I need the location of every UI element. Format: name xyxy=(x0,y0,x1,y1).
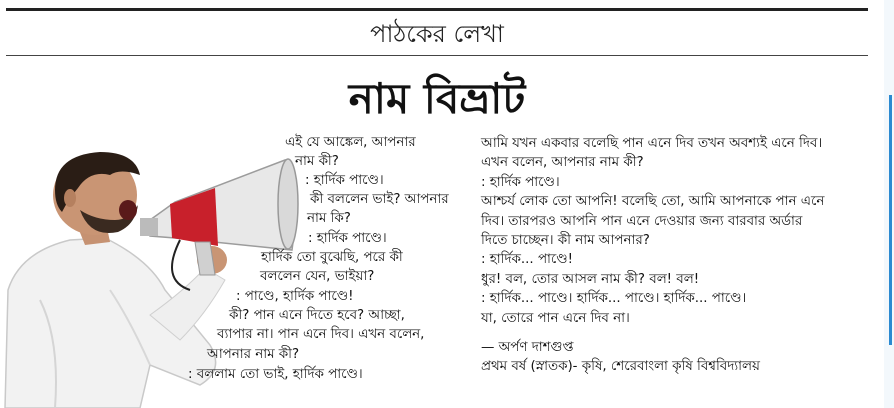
text-line: : হার্দিক... পাণ্ডে। হার্দিক... পাণ্ডে। হার্দিক... পাণ্ডে। xyxy=(481,291,747,307)
text-line: : হার্দিক... পাণ্ডে! xyxy=(481,252,574,268)
section-divider xyxy=(6,55,868,56)
author-name: — অর্পণ দাশগুপ্ত xyxy=(481,340,574,356)
text-line: বললেন যেন, ভাইয়া? xyxy=(260,269,375,284)
text-line: এই যে আঙ্কেল, আপনার xyxy=(285,135,416,150)
text-line: : হার্দিক পাণ্ডে। xyxy=(305,173,384,188)
text-line: দিতে চাচ্ছেন। কী নাম আপনার? xyxy=(481,233,650,249)
text-line: : পাণ্ডে, হার্দিক পাণ্ডে! xyxy=(236,289,354,304)
text-line: কী বললেন ভাই? আপনার xyxy=(310,192,449,207)
text-line: : বললাম তো ভাই, হার্দিক পাণ্ডে। xyxy=(188,367,363,382)
text-line: কী? পান এনে দিতে হবে? আচ্ছা, xyxy=(229,308,405,323)
right-column xyxy=(481,134,876,377)
text-line: আমি যখন একবার বলেছি পান এনে দিব তখন অবশ্যই এনে দিব। xyxy=(481,136,823,151)
text-line: নাম কি? xyxy=(307,211,351,226)
accent-bar xyxy=(889,95,892,345)
text-line: এখন বলেন, আপনার নাম কী? xyxy=(481,155,644,171)
author-affiliation: প্রথম বর্ষ (স্নাতক)- কৃষি, শেরেবাংলা কৃষি বিশ্ববিদ্যালয় xyxy=(481,359,760,375)
text-line: যা, তোরে পান এনে দিব না। xyxy=(481,310,630,326)
mouth xyxy=(119,200,137,220)
text-line: আপনার নাম কী? xyxy=(207,347,300,362)
text-line: : হার্দিক পাণ্ডে। xyxy=(308,231,387,246)
text-line: দিব। তারপরও আপনি পান এনে দেওয়ার জন্য বারবার অর্ডার xyxy=(481,213,803,229)
text-line: ব্যাপার না। পান এনে দিব। এখন বলেন, xyxy=(217,327,425,342)
text-line: আশ্চর্য লোক তো আপনি! বলেছি তো, আমি আপনাকে পান এনে xyxy=(481,194,825,210)
text-line: নাম কী? xyxy=(295,154,339,169)
text-line: হার্দিক তো বুঝেছি, পরে কী xyxy=(261,250,403,265)
article-headline: নাম বিভ্রাট xyxy=(348,74,526,123)
section-title: পাঠকের লেখা xyxy=(370,20,504,48)
ear xyxy=(64,189,76,207)
text-line: : হার্দিক পাণ্ডে। xyxy=(481,174,560,190)
text-line: ধুর! বল, তোর আসল নাম কী? বল! বল! xyxy=(481,271,700,287)
page-edge xyxy=(884,0,894,408)
top-rule xyxy=(6,8,868,11)
